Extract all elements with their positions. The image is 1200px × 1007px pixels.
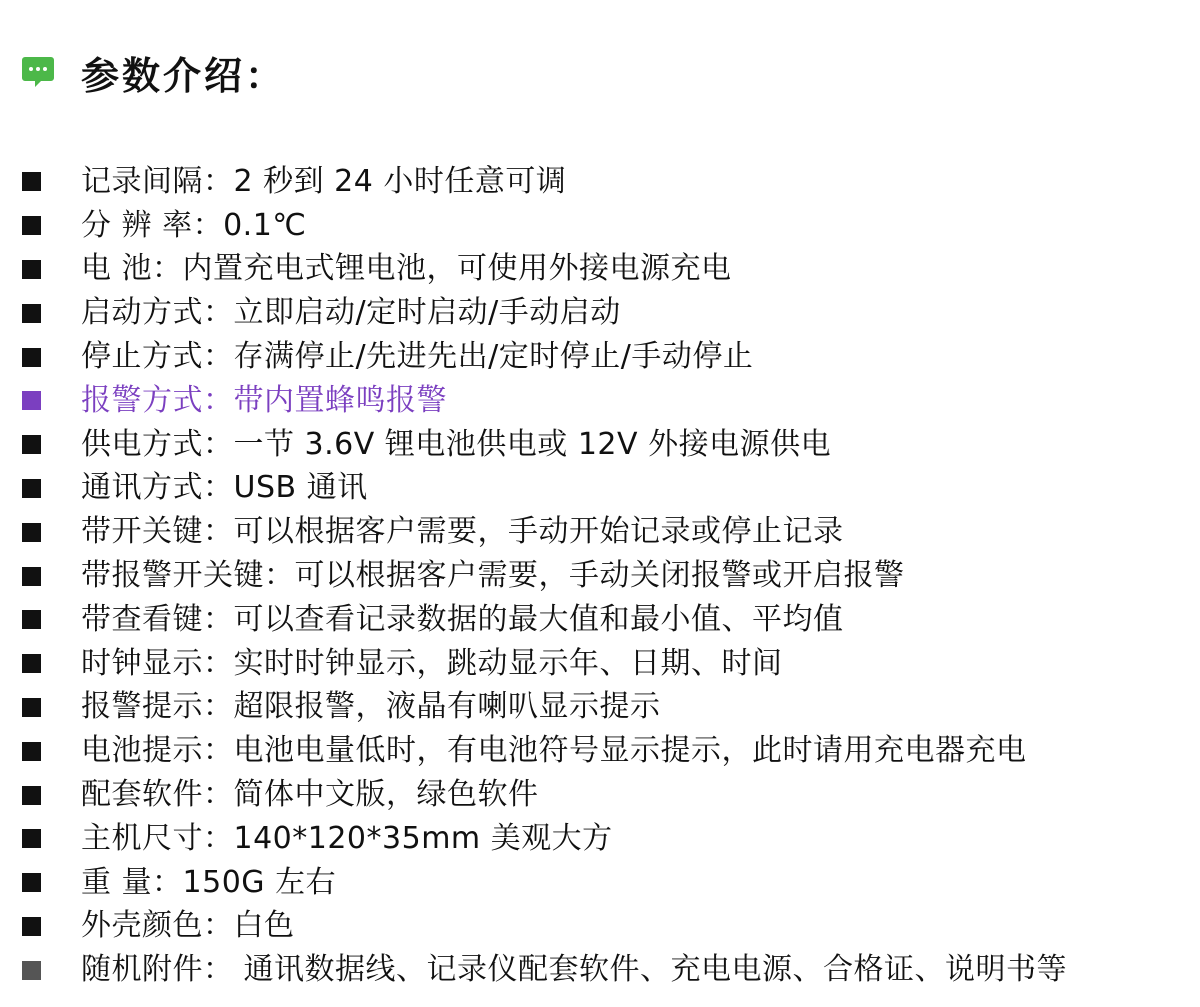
square-bullet-icon xyxy=(22,216,41,235)
spec-text: 记录间隔：2 秒到 24 小时任意可调 xyxy=(81,163,567,199)
square-bullet-icon xyxy=(22,961,41,980)
spec-item xyxy=(22,248,1067,292)
page-title: 参数介绍： xyxy=(81,53,287,98)
spec-item xyxy=(22,598,1067,642)
spec-text: 外壳颜色：白色 xyxy=(81,908,295,944)
spec-text: 带查看键：可以查看记录数据的最大值和最小值、平均值 xyxy=(81,601,844,637)
spec-item xyxy=(22,686,1067,730)
square-bullet-icon xyxy=(22,391,41,410)
square-bullet-icon xyxy=(22,304,41,323)
square-bullet-icon xyxy=(22,610,41,629)
spec-list xyxy=(22,160,1067,992)
spec-text: 电 池：内置充电式锂电池，可使用外接电源充电 xyxy=(81,251,732,287)
square-bullet-icon xyxy=(22,742,41,761)
spec-item xyxy=(22,554,1067,598)
square-bullet-icon xyxy=(22,172,41,191)
spec-text: 主机尺寸：140*120*35mm 美观大方 xyxy=(81,820,613,856)
spec-text: 停止方式：存满停止/先进先出/定时停止/手动停止 xyxy=(81,339,754,375)
square-bullet-icon xyxy=(22,873,41,892)
spec-text: 报警方式：带内置蜂鸣报警 xyxy=(81,382,447,418)
spec-item xyxy=(22,642,1067,686)
spec-item xyxy=(22,729,1067,773)
spec-text: 供电方式：一节 3.6V 锂电池供电或 12V 外接电源供电 xyxy=(81,426,832,462)
spec-text: 启动方式：立即启动/定时启动/手动启动 xyxy=(81,295,621,331)
spec-item xyxy=(22,861,1067,905)
spec-item xyxy=(22,379,1067,423)
spec-item xyxy=(22,510,1067,554)
spec-item xyxy=(22,423,1067,467)
square-bullet-icon xyxy=(22,567,41,586)
square-bullet-icon xyxy=(22,654,41,673)
square-bullet-icon xyxy=(22,479,41,498)
square-bullet-icon xyxy=(22,698,41,717)
spec-item xyxy=(22,204,1067,248)
square-bullet-icon xyxy=(22,786,41,805)
spec-item xyxy=(22,773,1067,817)
square-bullet-icon xyxy=(22,348,41,367)
spec-text: 带报警开关键：可以根据客户需要，手动关闭报警或开启报警 xyxy=(81,558,905,594)
spec-item xyxy=(22,905,1067,949)
spec-item xyxy=(22,817,1067,861)
section-header xyxy=(20,46,286,98)
spec-text: 配套软件：简体中文版，绿色软件 xyxy=(81,777,539,813)
spec-text: 随机附件： 通讯数据线、记录仪配套软件、充电电源、合格证、说明书等 xyxy=(81,952,1068,988)
spec-text: 分 辨 率：0.1℃ xyxy=(81,207,307,243)
spec-item xyxy=(22,291,1067,335)
square-bullet-icon xyxy=(22,829,41,848)
square-bullet-icon xyxy=(22,523,41,542)
spec-text: 时钟显示：实时时钟显示，跳动显示年、日期、时间 xyxy=(81,645,783,681)
square-bullet-icon xyxy=(22,917,41,936)
spec-item xyxy=(22,948,1067,992)
chat-bubble-icon xyxy=(20,54,56,90)
spec-text: 通讯方式：USB 通讯 xyxy=(81,470,368,506)
spec-item xyxy=(22,467,1067,511)
spec-text: 重 量：150G 左右 xyxy=(81,864,337,900)
spec-text: 带开关键：可以根据客户需要，手动开始记录或停止记录 xyxy=(81,514,844,550)
square-bullet-icon xyxy=(22,260,41,279)
spec-item xyxy=(22,160,1067,204)
spec-item xyxy=(22,335,1067,379)
spec-text: 报警提示：超限报警，液晶有喇叭显示提示 xyxy=(81,689,661,725)
square-bullet-icon xyxy=(22,435,41,454)
spec-text: 电池提示：电池电量低时，有电池符号显示提示，此时请用充电器充电 xyxy=(81,733,1027,769)
